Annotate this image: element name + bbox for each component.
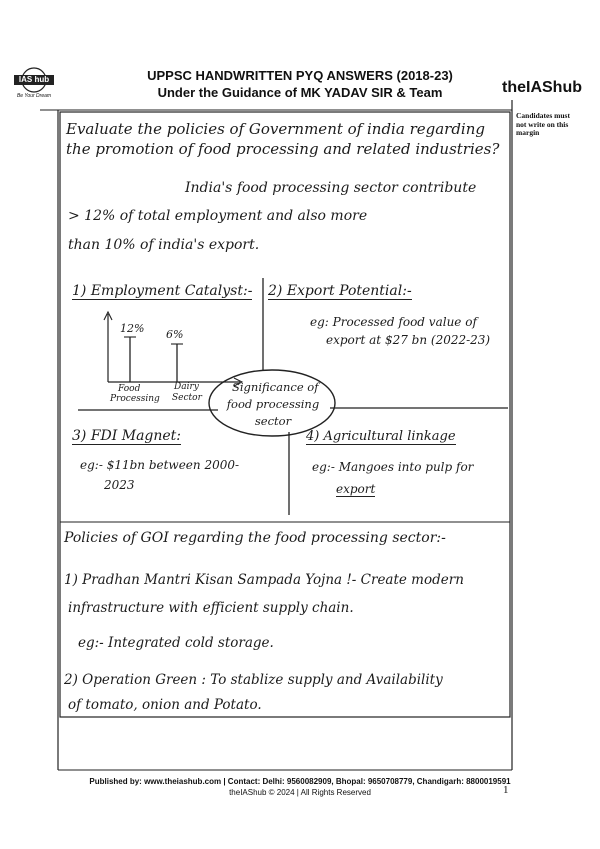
margin-note: Candidates must not write on this margin <box>516 111 570 137</box>
intro-line-3: than 10% of india's export. <box>68 237 260 253</box>
intro-line-1: India's food processing sector contribute <box>185 180 477 196</box>
policy-2-line-2: of tomato, onion and Potato. <box>68 697 262 713</box>
q4-title: 4) Agricultural linkage <box>306 429 456 444</box>
q1-category-2-line-2: Sector <box>172 393 202 403</box>
footer-publisher: Published by: www.theiashub.com | Contact: Delhi: 9560082909, Bhopal: 9650708779, Chandigarh: 8800019591 <box>89 777 511 786</box>
logo-text: IAS hub <box>18 75 50 84</box>
page-number: 1 <box>503 784 509 796</box>
header-title: UPPSC HANDWRITTEN PYQ ANSWERS (2018-23) <box>147 68 453 83</box>
brand-name: theIAShub <box>502 79 582 96</box>
q3-title: 3) FDI Magnet: <box>72 428 182 444</box>
q1-value-label-2: 6% <box>166 328 184 341</box>
question-line-1: Evaluate the policies of Government of india regarding <box>66 120 485 138</box>
intro-line-2: > 12% of total employment and also more <box>68 208 368 224</box>
policy-1-line-1: 1) Pradhan Mantri Kisan Sampada Yojna !- Create modern <box>64 572 464 588</box>
q3-line-2: 2023 <box>104 478 135 492</box>
policy-2-line-1: 2) Operation Green : To stablize supply and Availability <box>64 672 443 688</box>
q4-line-2: export <box>336 482 376 496</box>
header-subtitle: Under the Guidance of MK YADAV SIR & Team <box>157 85 443 100</box>
q1-title: 1) Employment Catalyst:- <box>72 283 253 299</box>
logo-tagline: Be Your Dream <box>16 93 52 99</box>
q1-category-1-line-1: Food <box>118 384 141 394</box>
question-line-2: the promotion of food processing and related industries? <box>66 140 500 158</box>
center-line-3: sector <box>254 414 292 428</box>
policies-heading: Policies of GOI regarding the food processing sector:- <box>64 530 446 546</box>
q4-line-1: eg:- Mangoes into pulp for <box>312 460 474 474</box>
q2-line-1: eg: Processed food value of <box>310 315 477 329</box>
policy-1-example: eg:- Integrated cold storage. <box>78 635 274 651</box>
q2-line-2: export at $27 bn (2022-23) <box>326 333 491 347</box>
center-line-1: Significance of <box>232 380 319 394</box>
footer-copyright: theIAShub © 2024 | All Rights Reserved <box>229 788 371 797</box>
q2-title: 2) Export Potential:- <box>268 283 412 299</box>
policy-1-line-2: infrastructure with efficient supply chain. <box>68 600 354 616</box>
center-line-2: food processing <box>226 397 320 411</box>
q3-line-1: eg:- $11bn between 2000- <box>80 458 240 472</box>
q1-value-label-1: 12% <box>120 322 145 335</box>
q1-category-1-line-2: Processing <box>110 394 160 404</box>
q1-category-2-line-1: Dairy <box>174 382 199 392</box>
